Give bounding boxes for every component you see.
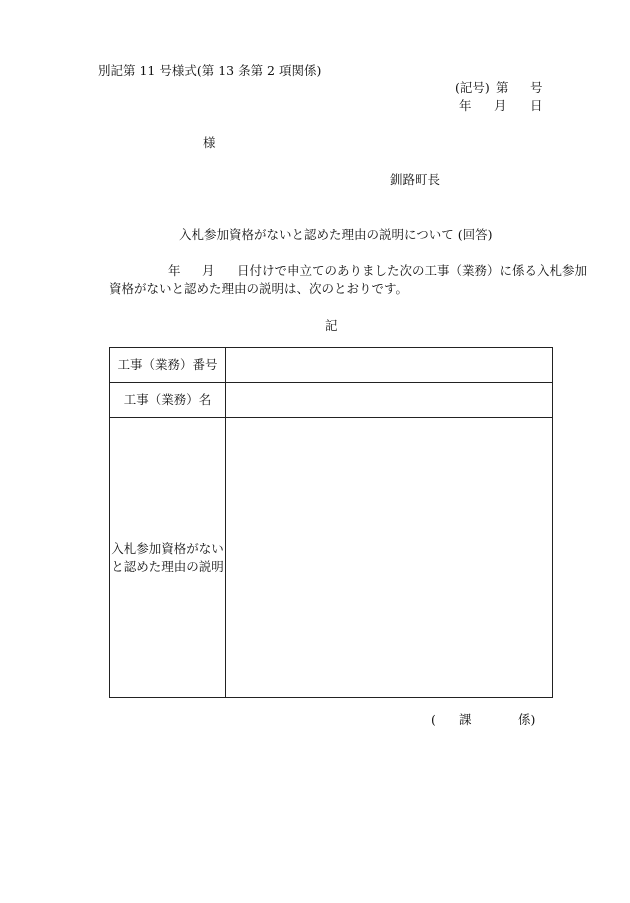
reference-go: 号 xyxy=(530,80,543,95)
body-month-label: 月 xyxy=(202,263,215,278)
table-row xyxy=(110,348,553,383)
table-row xyxy=(110,383,553,418)
table-row xyxy=(110,418,553,698)
reference-dai: 第 xyxy=(496,80,509,95)
addressee-suffix: 様 xyxy=(203,135,216,150)
form-table xyxy=(109,347,553,698)
reference-label: (記号) xyxy=(455,80,490,95)
work-number-field[interactable] xyxy=(226,348,553,383)
form-id: 別記第 11 号様式(第 13 条第 2 項関係) xyxy=(98,63,322,78)
date-year-label: 年 xyxy=(459,98,472,113)
body-text-line1: 日付けで申立てのありました次の工事（業務）に係る入札参加 xyxy=(237,263,588,278)
reason-field[interactable] xyxy=(226,418,553,698)
work-number-label: 工事（業務）番号 xyxy=(110,348,226,383)
body-text-line2: 資格がないと認めた理由の説明は、次のとおりです。 xyxy=(109,281,409,296)
work-name-field[interactable] xyxy=(226,383,553,418)
date-day-label: 日 xyxy=(530,98,543,113)
reason-label-line1: 入札参加資格がない xyxy=(111,540,224,556)
footer-paren-open: ( xyxy=(431,712,436,727)
reason-label xyxy=(110,418,226,698)
date-month-label: 月 xyxy=(494,98,507,113)
ki-heading: 記 xyxy=(325,318,338,333)
footer-kakari: 係) xyxy=(518,712,536,727)
work-name-label: 工事（業務）名 xyxy=(110,383,226,418)
sender-name: 釧路町長 xyxy=(390,172,441,187)
reason-label-line2: と認めた理由の説明 xyxy=(111,558,224,574)
document-title: 入札参加資格がないと認めた理由の説明について (回答) xyxy=(179,227,493,242)
body-year-label: 年 xyxy=(168,263,181,278)
footer-ka: 課 xyxy=(459,712,472,727)
